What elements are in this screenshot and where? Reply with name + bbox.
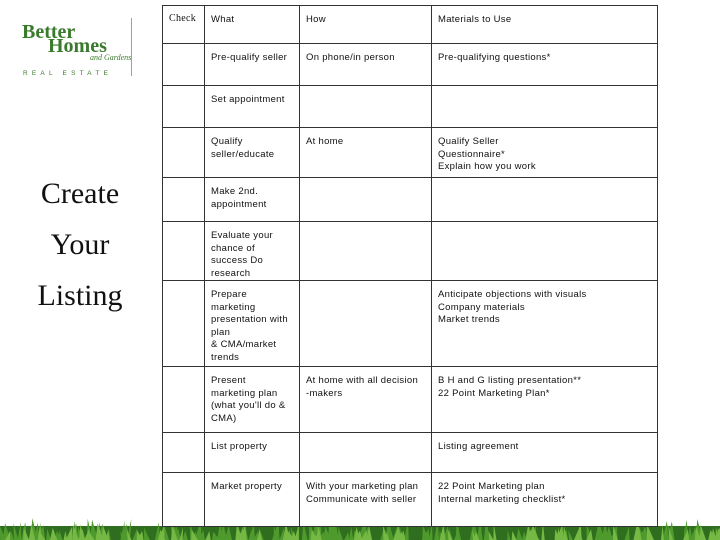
cell-how [300, 128, 432, 178]
logo-divider [131, 18, 132, 76]
logo-tagline: REAL ESTATE [23, 70, 113, 77]
cell-text-line: Market trends [438, 314, 500, 325]
table-row [163, 367, 658, 433]
cell-text-line: Pre-qualifying questions* [438, 52, 551, 63]
cell-check [163, 367, 205, 433]
cell-text-line: success Do [211, 255, 264, 266]
listing-steps-table [162, 5, 658, 527]
cell-text-line: 22 Point Marketing plan [438, 481, 545, 492]
cell-how [300, 86, 432, 128]
table-row [163, 222, 658, 281]
cell-what [205, 44, 300, 86]
table-row [163, 128, 658, 178]
cell-materials [432, 473, 658, 527]
cell-text-line: Company materials [438, 301, 525, 313]
cell-text-line: appointment [211, 198, 267, 210]
cell-how [300, 281, 432, 367]
cell-text-line: At home with all decision [306, 375, 419, 386]
cell-materials [432, 367, 658, 433]
title-line-listing: Listing [37, 279, 123, 312]
better-homes-logo [20, 18, 140, 80]
cell-text-line: Qualify [211, 136, 243, 147]
cell-what [205, 86, 300, 128]
cell-check [163, 281, 205, 367]
cell-how [300, 222, 432, 281]
header-how: How [300, 6, 432, 44]
cell-text-line: presentation with [211, 314, 288, 325]
cell-text-line: Communicate with seller [306, 493, 417, 505]
cell-text-line: Set appointment [211, 94, 285, 105]
header-what: What [205, 6, 300, 44]
cell-text-line: Explain how you work [438, 161, 536, 172]
cell-text-line: Prepare [211, 289, 247, 300]
table-row [163, 473, 658, 527]
cell-materials [432, 86, 658, 128]
cell-text-line: With your marketing plan [306, 481, 419, 492]
cell-what [205, 128, 300, 178]
cell-how [300, 433, 432, 473]
header-materials: Materials to Use [432, 6, 658, 44]
cell-check [163, 86, 205, 128]
cell-materials [432, 44, 658, 86]
cell-text-line: B H and G listing presentation** [438, 375, 582, 386]
table-row [163, 86, 658, 128]
cell-materials [432, 128, 658, 178]
cell-what [205, 367, 300, 433]
table-header-row [163, 6, 658, 44]
header-check: Check [163, 6, 205, 44]
cell-what [205, 473, 300, 527]
cell-materials [432, 222, 658, 281]
table-row [163, 44, 658, 86]
cell-how [300, 44, 432, 86]
cell-text-line: Make 2nd. [211, 186, 259, 197]
cell-text-line: seller/educate [211, 148, 275, 160]
cell-text-line: CMA) [211, 412, 237, 424]
cell-text-line: Evaluate your [211, 230, 273, 241]
cell-text-line: (what you'll do & [211, 400, 286, 411]
cell-check [163, 128, 205, 178]
cell-check [163, 473, 205, 527]
cell-text-line: chance of [211, 242, 255, 254]
cell-what [205, 222, 300, 281]
cell-text-line: trends [211, 351, 240, 363]
cell-text-line: Internal marketing checklist* [438, 493, 566, 505]
cell-text-line: Pre-qualify seller [211, 52, 288, 63]
table-row [163, 178, 658, 222]
cell-what [205, 281, 300, 367]
cell-text-line: List property [211, 441, 268, 452]
cell-what [205, 178, 300, 222]
cell-materials [432, 281, 658, 367]
cell-text-line: & CMA/market [211, 339, 277, 350]
cell-check [163, 433, 205, 473]
cell-check [163, 178, 205, 222]
title-line-create: Create [40, 177, 120, 210]
cell-text-line: On phone/in person [306, 52, 395, 63]
cell-how [300, 367, 432, 433]
cell-text-line: plan [211, 326, 231, 338]
cell-text-line: Questionnaire* [438, 148, 506, 160]
cell-text-line: Anticipate objections with visuals [438, 289, 587, 300]
cell-how [300, 178, 432, 222]
cell-how [300, 473, 432, 527]
cell-materials [432, 433, 658, 473]
cell-text-line: Listing agreement [438, 441, 519, 452]
cell-text-line: 22 Point Marketing Plan* [438, 387, 550, 399]
logo-line3: and Gardens [90, 53, 132, 62]
table-row [163, 433, 658, 473]
cell-what [205, 433, 300, 473]
logo-line1: Better [22, 21, 76, 43]
cell-text-line: Qualify Seller [438, 136, 499, 147]
cell-text-line: -makers [306, 387, 343, 399]
cell-check [163, 222, 205, 281]
cell-text-line: research [211, 267, 251, 279]
cell-check [163, 44, 205, 86]
cell-text-line: Present [211, 375, 246, 386]
cell-text-line: marketing [211, 301, 256, 313]
cell-text-line: marketing plan [211, 387, 278, 399]
cell-text-line: Market property [211, 481, 283, 492]
logo-line2: Homes [48, 35, 107, 57]
title-line-your: Your [50, 228, 110, 261]
cell-text-line: At home [306, 136, 344, 147]
table-row [163, 281, 658, 367]
cell-materials [432, 178, 658, 222]
